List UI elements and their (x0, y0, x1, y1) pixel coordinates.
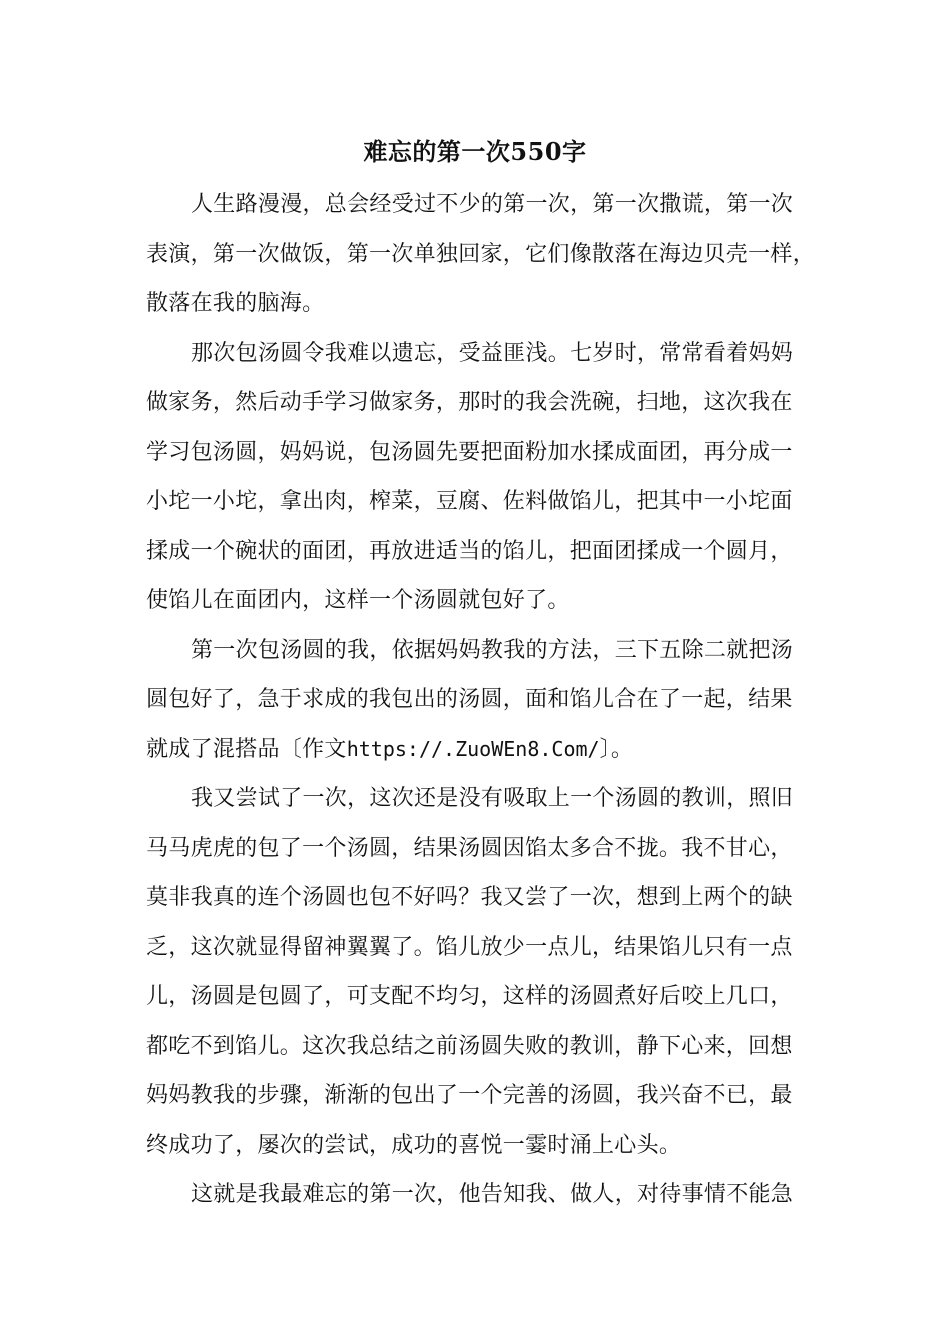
text-line: 终成功了，屡次的尝试，成功的喜悦一霎时涌上心头。 (146, 1132, 682, 1158)
document-title: 难忘的第一次550字 (363, 137, 587, 166)
text-line: 马马虎虎的包了一个汤圆，结果汤圆因馅太多合不拢。我不甘心， (146, 835, 793, 861)
text-line: 人生路漫漫，总会经受过不少的第一次，第一次撒谎，第一次 (191, 192, 794, 217)
text-segment: 〕。 (599, 736, 634, 762)
paragraph-3 (146, 626, 818, 775)
paragraph-5 (146, 1170, 818, 1220)
text-line: 圆包好了，急于求成的我包出的汤圆，面和馅儿合在了一起，结果 (146, 687, 793, 712)
text-line: 儿，汤圆是包圆了，可支配不均匀，这样的汤圆煮好后咬上几口， (146, 984, 793, 1009)
document-body (146, 180, 818, 1220)
text-line: 揉成一个碗状的面团，再放进适当的馅儿，把面团揉成一个圆月， (146, 538, 793, 564)
text-line: 乏，这次就显得留神翼翼了。馅儿放少一点儿，结果馅儿只有一点 (146, 934, 793, 960)
paragraph-4 (146, 774, 818, 1170)
text-line: 第一次包汤圆的我，依据妈妈教我的方法，三下五除二就把汤 (191, 637, 794, 663)
text-segment: 就成了混搭品〔作文 (146, 736, 347, 762)
text-line: 散落在我的脑海。 (146, 291, 325, 316)
paragraph-1 (146, 180, 818, 329)
text-line: 我又尝试了一次，这次还是没有吸取上一个汤圆的教训，照旧 (191, 786, 794, 811)
text-line: 学习包汤圆，妈妈说，包汤圆先要把面粉加水揉成面团，再分成一 (146, 439, 793, 465)
source-url-link[interactable]: https://.ZuoWEn8.Com/ (346, 736, 600, 761)
text-line: 妈妈教我的步骤，渐渐的包出了一个完善的汤圆，我兴奋不已，最 (146, 1083, 793, 1108)
text-line: 使馅儿在面团内，这样一个汤圆就包好了。 (146, 588, 570, 613)
text-line: 都吃不到馅儿。这次我总结之前汤圆失败的教训，静下心来，回想 (146, 1033, 793, 1059)
text-line: 做家务，然后动手学习做家务，那时的我会洗碗，扫地，这次我在 (146, 390, 793, 415)
text-line: 小坨一小坨，拿出肉，榨菜，豆腐、佐料做馅儿，把其中一小坨面 (146, 489, 793, 514)
text-line: 那次包汤圆令我难以遗忘，受益匪浅。七岁时，常常看着妈妈 (191, 340, 794, 366)
text-line: 表演，第一次做饭，第一次单独回家，它们像散落在海边贝壳一样， (146, 241, 816, 267)
text-line: 这就是我最难忘的第一次，他告知我、做人，对待事情不能急 (191, 1182, 794, 1207)
paragraph-2 (146, 329, 818, 626)
text-line: 莫非我真的连个汤圆也包不好吗？我又尝了一次，想到上两个的缺 (146, 885, 793, 910)
text-line (146, 725, 818, 775)
